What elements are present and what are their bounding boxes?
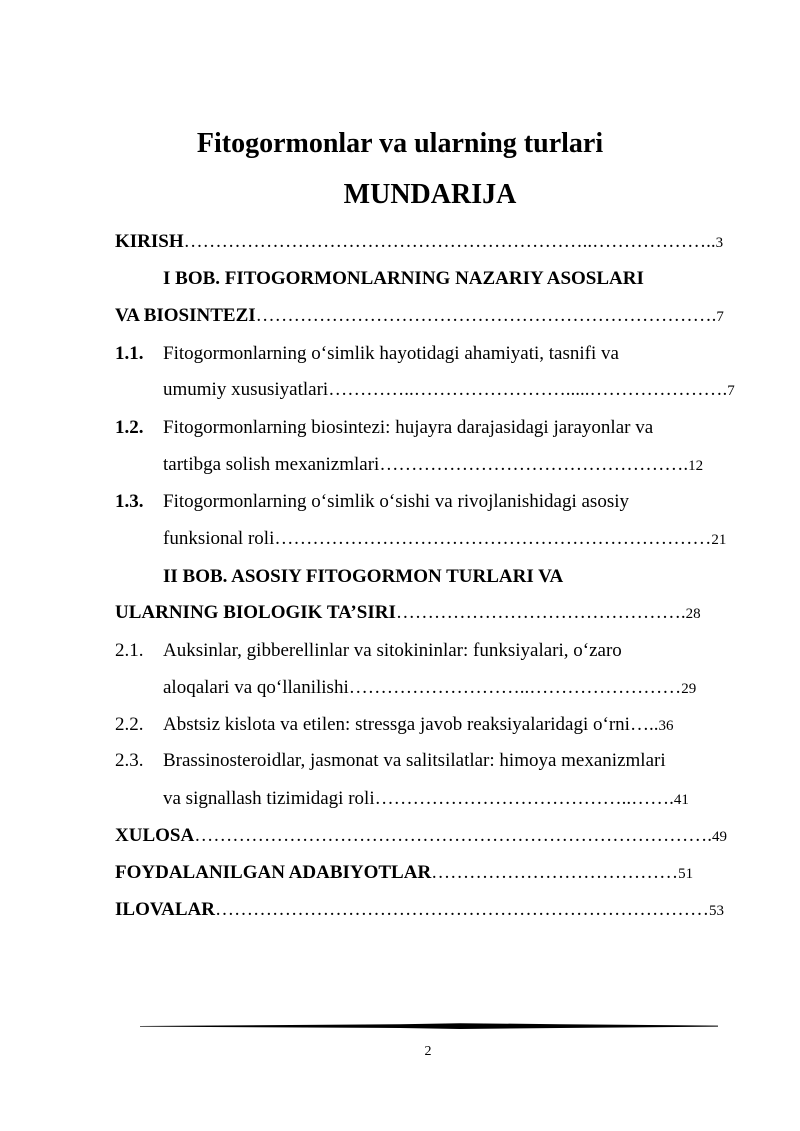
toc-page-number: 3 [715,235,724,251]
toc-entry-label: Abstsiz kislota va etilen: stressga javob reaksiyalaridagi o‘rni [163,714,630,735]
toc-chapter-1-line2[interactable] [115,303,724,330]
toc-leader-dots: ………………………………………………………..……………….. [183,231,716,252]
toc-entry-kirish[interactable] [115,229,723,256]
toc-leader-dots: …………………………………………………………………… [214,899,709,920]
toc-section-1-3-line1[interactable]: Fitogormonlarning o‘simlik o‘sishi va rivojlanishidagi asosiy [163,491,630,512]
toc-entry-appendices[interactable] [115,897,724,924]
toc-page-number: 21 [711,532,727,548]
toc-page-number: 49 [711,829,727,845]
toc-page-number: 29 [681,681,697,697]
toc-entry-label: KIRISH [115,231,184,252]
toc-entry-label: umumiy xususiyatlari [163,379,329,400]
toc-page-number: 41 [673,792,689,808]
toc-leader-dots: ….. [629,714,659,735]
toc-entry-label: funksional roli [163,528,275,549]
toc-entry-label: va signallash tizimidagi roli [163,788,375,809]
toc-section-2-1-line1[interactable]: Auksinlar, gibberellinlar va sitokininlar: funksiyalari, o‘zaro [163,640,622,661]
toc-entry-label: tartibga solish mexanizmlari [163,454,380,475]
toc-section-1-3-line2[interactable] [163,526,726,553]
toc-leader-dots: …………………………………………………………… [274,528,712,549]
toc-page-number: 28 [685,606,701,622]
toc-entry-label: XULOSA [115,825,195,846]
toc-leader-dots: ………………………………………………………………. [255,305,717,326]
toc-section-number: 2.1. [115,640,144,661]
toc-section-number: 2.2. [115,714,144,735]
toc-leader-dots: ………………………………………. [395,602,686,623]
toc-entry-xulosa[interactable] [115,823,727,850]
toc-chapter-2-line2[interactable] [115,600,701,627]
toc-leader-dots: ………………………………………………………………………. [194,825,712,846]
toc-section-1-2-line1[interactable]: Fitogormonlarning biosintezi: hujayra darajasidagi jarayonlar va [163,417,654,438]
toc-page-number: 53 [708,903,724,919]
toc-section-1-1-line2[interactable] [163,377,735,404]
toc-section-number: 1.1. [115,343,144,364]
toc-chapter-2-line1[interactable]: II BOB. ASOSIY FITOGORMON TURLARI VA [163,566,564,587]
toc-section-number: 2.3. [115,750,144,771]
toc-page-number: 51 [678,866,694,882]
toc-section-2-3-line2[interactable] [163,786,689,813]
toc-leader-dots: …………..…………………….....…………………. [328,379,728,400]
toc-page-number: 36 [658,718,674,734]
toc-leader-dots: …………………………………………. [379,454,689,475]
toc-leader-dots: ………………………………… [431,862,679,883]
toc-chapter-1-line1[interactable]: I BOB. FITOGORMONLARNING NAZARIY ASOSLARI [163,268,644,289]
toc-heading: MUNDARIJA [343,179,517,210]
toc-section-number: 1.2. [115,417,144,438]
toc-entry-label: ILOVALAR [115,899,215,920]
toc-entry-label: aloqalari va qo‘llanilishi [163,677,349,698]
toc-entry-label: ULARNING BIOLOGIK TA’SIRI [115,602,396,623]
toc-leader-dots: ………………………..…………………… [348,677,682,698]
toc-section-1-1-line1[interactable]: Fitogormonlarning o‘simlik hayotidagi ahamiyati, tasnifi va [163,343,619,364]
toc-page-number: 7 [716,309,724,325]
document-title: Fitogormonlar va ularning turlari [196,128,604,159]
toc-section-2-3-line1[interactable]: Brassinosteroidlar, jasmonat va salitsilatlar: himoya mexanizmlari [163,750,666,771]
footer-divider [140,1022,718,1030]
toc-section-1-2-line2[interactable] [163,452,703,479]
toc-section-2-2-line1[interactable] [163,712,673,739]
toc-entry-references[interactable] [115,860,693,887]
toc-section-number: 1.3. [115,491,144,512]
toc-entry-label: FOYDALANILGAN ADABIYOTLAR [115,862,432,883]
toc-section-2-1-line2[interactable] [163,675,696,702]
toc-page-number: 12 [688,458,704,474]
page-number: 2 [424,1044,432,1059]
toc-page-number: 7 [727,383,735,399]
toc-entry-label: VA BIOSINTEZI [115,305,256,326]
toc-leader-dots: …………………………………..……. [374,788,674,809]
